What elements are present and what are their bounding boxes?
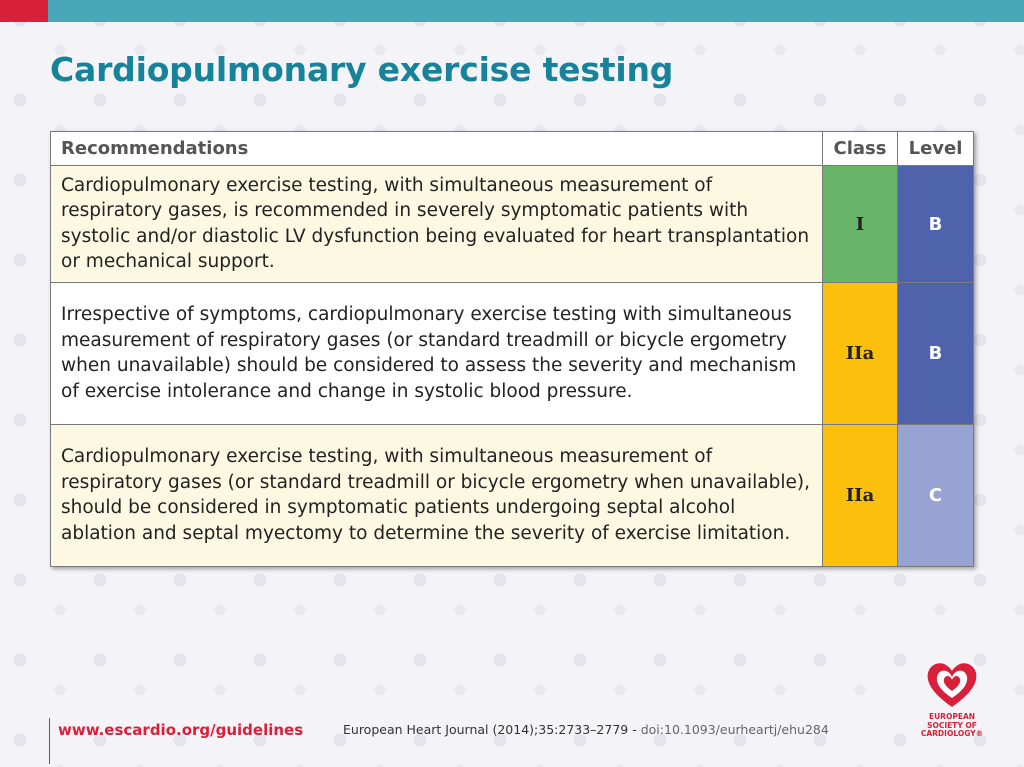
top-accent-block [0,0,48,22]
logo-text-line: EUROPEAN [928,712,976,721]
header-level: Level [898,132,974,166]
logo-text-line: SOCIETY OF [927,720,977,730]
footer-divider [49,718,50,764]
class-cell: I [823,166,898,283]
heart-icon [924,660,980,710]
class-cell: IIa [823,283,898,425]
citation-separator: - [628,722,641,737]
class-cell: IIa [823,425,898,567]
table-row [51,425,974,567]
top-accent-bar [0,0,1024,22]
recommendations-table [50,131,974,567]
table-row [51,166,974,283]
recommendation-text: Cardiopulmonary exercise testing, with simultaneous measurement of respiratory gases, is recommended in severely symptomatic patients with systolic and/or diastolic LV dysfunction being evaluated for heart transplantation or mechanical support. [51,166,823,283]
table-row [51,283,974,425]
journal-citation: European Heart Journal (2014);35:2733–2779 [343,722,629,737]
citation [343,722,829,737]
level-cell: B [898,166,974,283]
esc-logo [912,660,992,760]
logo-text-line: CARDIOLOGY® [920,729,984,738]
recommendation-text: Irrespective of symptoms, cardiopulmonary exercise testing with simultaneous measurement of respiratory gases (or standard treadmill or bicycle ergometry when unavailable) should be considered to assess the severity and mechanism of exercise intolerance and change in systolic blood pressure. [51,283,823,425]
level-cell: B [898,283,974,425]
header-class: Class [823,132,898,166]
slide-title: Cardiopulmonary exercise testing [50,50,674,89]
level-cell: C [898,425,974,567]
guidelines-link[interactable]: www.escardio.org/guidelines [58,721,304,739]
doi-text: doi:10.1093/eurheartj/ehu284 [640,722,829,737]
table-header-row [51,132,974,166]
recommendation-text: Cardiopulmonary exercise testing, with simultaneous measurement of respiratory gases (or standard treadmill or bicycle ergometry when unavailable), should be considered in symptomatic patients undergoing septal alcohol ablation and septal myectomy to determine the severity of exercise limitation. [51,425,823,567]
header-recommendations: Recommendations [51,132,823,166]
